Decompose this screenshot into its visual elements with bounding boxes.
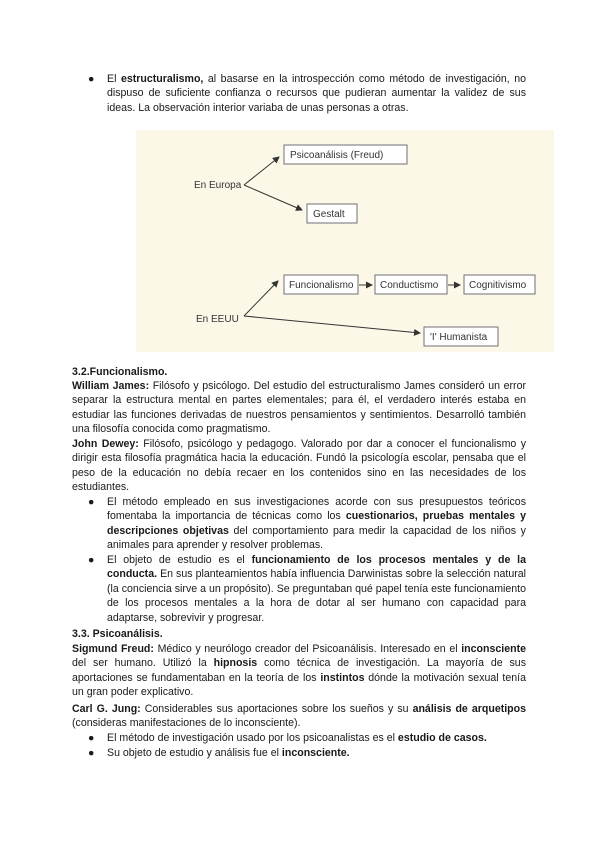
bullet-text: El método empleado en sus investigaciones acorde con sus presupuestos teóricos fomentaba la importancia de técnicas como los cuestionarios, pruebas mentales y descripciones objetivas del comportamiento para medir la capacidad de los niños y animales para aprender y resolver problemas. [107, 496, 527, 552]
bullet-text: El método de investigación usado por los psicoanalistas es el estudio de casos. [107, 732, 487, 744]
bullet-marker: ● [88, 73, 95, 85]
box-funcionalismo-label: Funcionalismo [289, 280, 354, 291]
bullet-marker: ● [88, 747, 95, 759]
bullet-text: Su objeto de estudio y análisis fue el inconsciente. [107, 747, 350, 759]
arrow-europa-psicoanalisis [244, 157, 279, 185]
psychology-schools-diagram [136, 130, 554, 352]
box-humanista-label: 'I' Humanista [430, 332, 488, 343]
bullet-marker: ● [88, 732, 95, 744]
heading-funcionalismo: 3.2.Funcionalismo. [72, 366, 168, 378]
label-en-europa: En Europa [194, 180, 242, 191]
paragraph-john-dewey: John Dewey: Filósofo, psicólogo y pedagogo. Valorado por dar a conocer el funcionalismo y dirigir esta filosofía pragmática hacia la educación. Fundó la psicología escolar, pensaba que el peso de la educación no debía recaer en los contenidos sino en las necesidades de los estudiantes. [72, 438, 526, 494]
label-en-eeuu: En EEUU [196, 314, 239, 325]
box-cognitivismo-label: Cognitivismo [469, 280, 527, 291]
arrow-eeuu-funcionalismo [244, 281, 278, 316]
bullet-marker: ● [88, 496, 95, 508]
arrow-eeuu-humanista [244, 316, 420, 333]
bullet-text: El objeto de estudio es el funcionamiento de los procesos mentales y de la conducta. En sus planteamientos había influencia Darwinistas sobre la selección natural (la conciencia sirve a un propósito). Se preguntaban qué papel tenía este funcionamiento de los procesos mentales a la hora de dotar al ser humano con capacidad para adaptarse, sobrevivir y progresar. [107, 554, 526, 624]
box-psicoanalisis-label: Psicoanálisis (Freud) [290, 150, 384, 161]
box-gestalt-label: Gestalt [313, 209, 345, 220]
paragraph-carl-jung: Carl G. Jung: Considerables sus aportaciones sobre los sueños y su análisis de arquetipos (consideras manifestaciones de lo inconsciente). [72, 703, 527, 730]
bullet-text: El estructuralismo, al basarse en la introspección como método de investigación, no dispuso de suficiente confianza o recursos que pudieran aumentar la validez de sus ideas. La observación interior variaba de unas personas a otras. [107, 73, 526, 114]
bullet-marker: ● [88, 554, 95, 566]
box-conductismo-label: Conductismo [380, 280, 439, 291]
heading-psicoanalisis: 3.3. Psicoanálisis. [72, 628, 163, 640]
arrow-europa-gestalt [244, 185, 302, 210]
paragraph-sigmund-freud: Sigmund Freud: Médico y neurólogo creador del Psicoanálisis. Interesado en el inconsciente del ser humano. Utilizó la hipnosis como técnica de investigación. La mayoría de sus aportaciones se fundamentaban en la teoría de los instintos dónde la motivación sexual tenía un gran poder explicativo. [72, 643, 526, 699]
paragraph-william-james: William James: Filósofo y psicólogo. Del estudio del estructuralismo James consideró un error separar la estructura mental en partes elementales; para él, el verdadero interés estaba en estudiar las funciones derivadas de nuestros pensamientos y sentimientos. Desarrolló también una filosofía conocida como pragmatismo. [72, 380, 527, 436]
diagram-svg [136, 130, 554, 352]
